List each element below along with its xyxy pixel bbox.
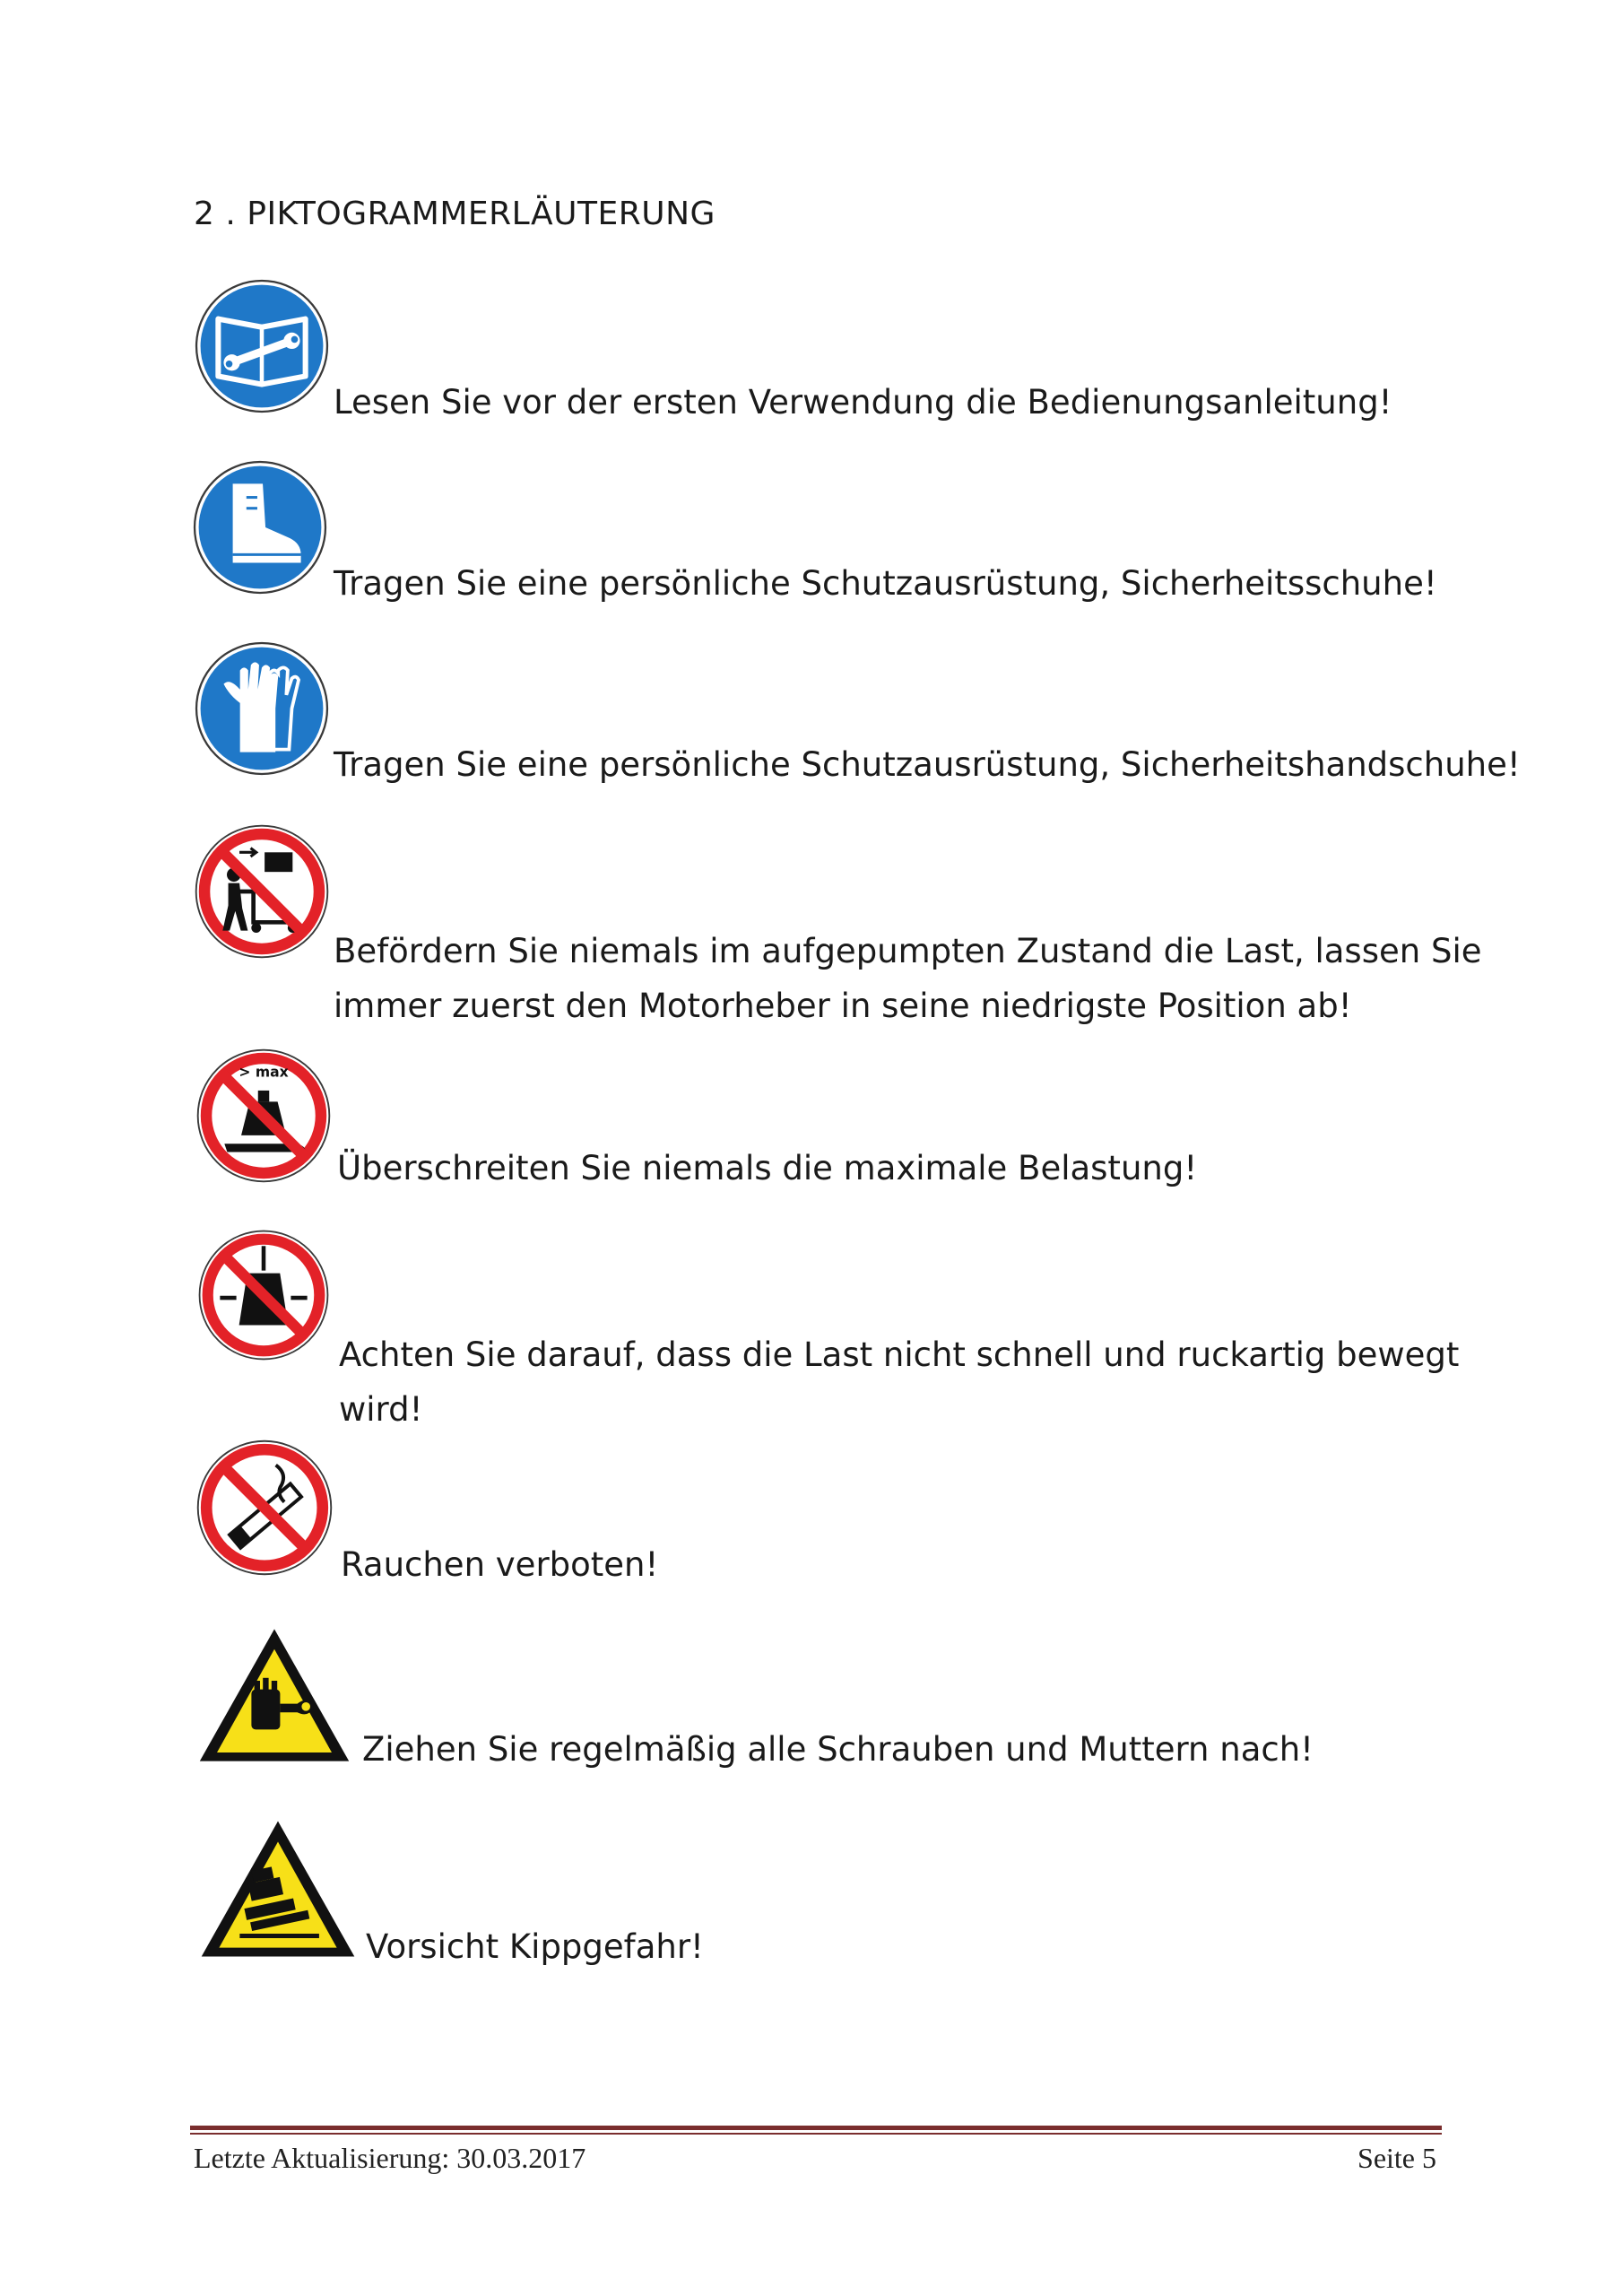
tipping-hazard-warning-icon	[195, 1815, 360, 1962]
pictogram-caption: Tragen Sie eine persönliche Schutzausrüstung, Sicherheitsschuhe!	[334, 564, 1437, 603]
safety-boot-icon	[192, 459, 328, 596]
safety-glove-icon	[194, 640, 330, 777]
pictogram-caption: Tragen Sie eine persönliche Schutzausrüstung, Sicherheitshandschuhe!	[334, 745, 1521, 784]
footer-rule	[190, 2126, 1442, 2130]
pictogram-caption: Achten Sie darauf, dass die Last nicht schnell und ruckartig bewegt wird!	[339, 1335, 1460, 1429]
pictogram-caption: Lesen Sie vor der ersten Verwendung die Bedienungsanleitung!	[334, 383, 1392, 422]
pictogram-caption: Befördern Sie niemals im aufgepumpten Zustand die Last, lassen Sie immer zuerst den Motorheber in seine niedrigste Position ab!	[334, 932, 1482, 1025]
no-jerky-load-icon	[195, 1227, 332, 1363]
pictogram-caption: Überschreiten Sie niemals die maximale Belastung!	[337, 1149, 1198, 1187]
pictogram-caption: Rauchen verboten!	[341, 1545, 659, 1584]
footer-rule-thin	[190, 2133, 1442, 2135]
no-smoking-icon	[194, 1437, 335, 1578]
footer-last-updated: Letzte Aktualisierung: 30.03.2017	[194, 2142, 586, 2174]
manual-book-wrench-icon	[194, 278, 330, 414]
section-heading: 2 . PIKTOGRAMMERLÄUTERUNG	[194, 196, 716, 232]
footer-page-number: Seite 5	[1357, 2142, 1436, 2174]
pictogram-caption: Vorsicht Kippgefahr!	[366, 1927, 704, 1966]
no-moving-loaded-jack-icon	[192, 822, 332, 961]
tighten-bolts-warning-icon	[194, 1623, 355, 1767]
no-overload-max-icon	[194, 1046, 334, 1186]
pictogram-caption: Ziehen Sie regelmäßig alle Schrauben und Muttern nach!	[362, 1730, 1314, 1769]
svg-text:> max: > max	[239, 1064, 289, 1081]
